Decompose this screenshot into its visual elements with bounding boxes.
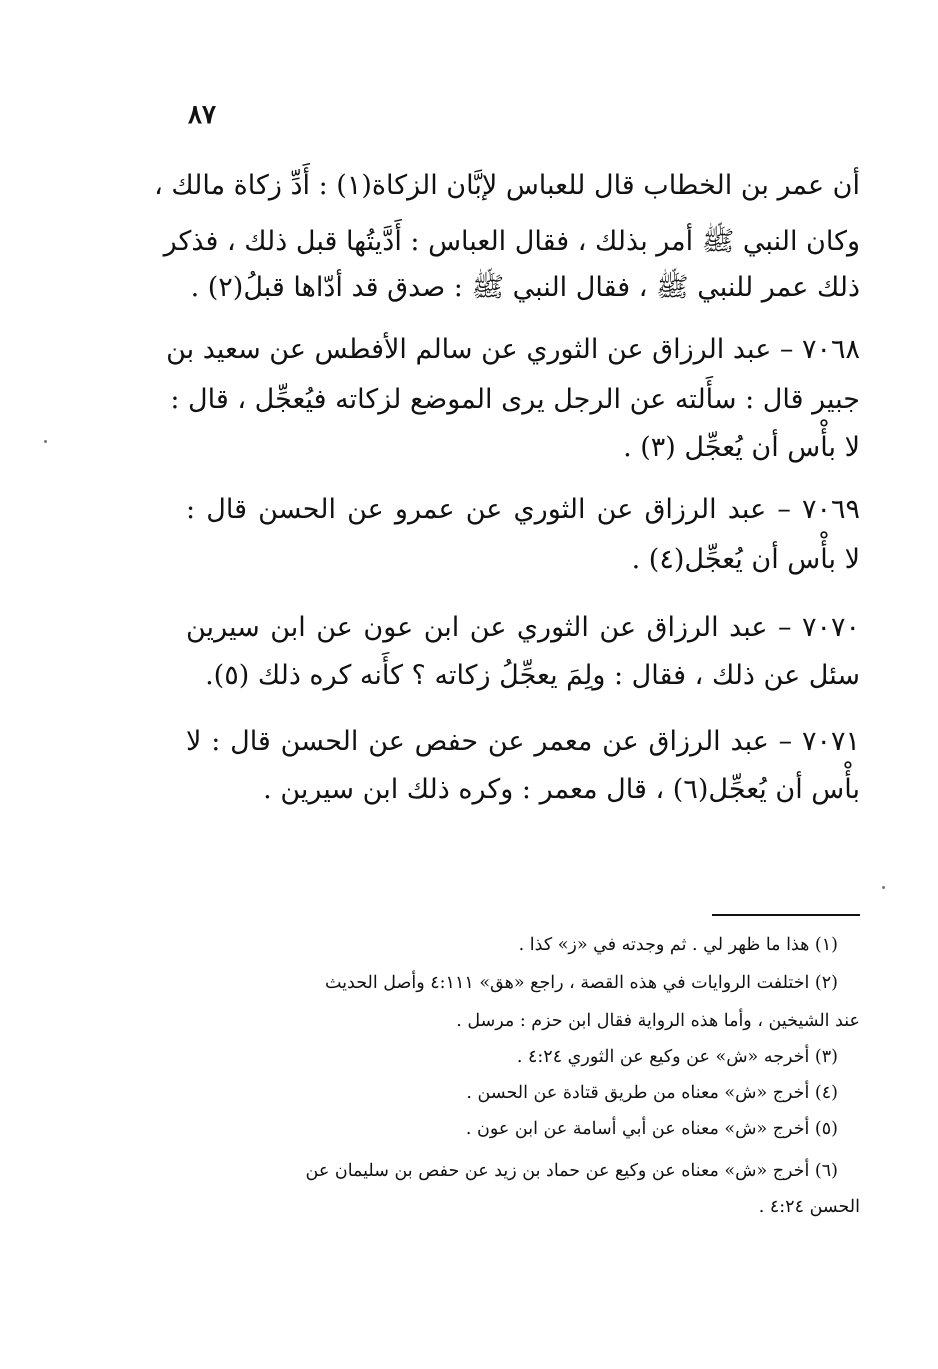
body-line: بأْس أن يُعجِّل(٦) ، قال معمر : وكره ذلك ابن سيرين .: [263, 774, 860, 805]
scan-speck: [44, 440, 47, 443]
footnote-4: (٤) أخرج «ش» معناه من طريق قتادة عن الحسن .: [466, 1083, 838, 1103]
body-line: ٧٠٦٨ – عبد الرزاق عن الثوري عن سالم الأفطس عن سعيد بن: [166, 334, 860, 365]
body-line: أن عمر بن الخطاب قال للعباس لإبَّان الزكاة(١) : أَدِّ زكاة مالك ،: [154, 170, 860, 201]
footnote-6: (٦) أخرج «ش» معناه عن وكيع عن حماد بن زيد عن حفص بن سليمان عن: [305, 1161, 838, 1181]
body-line: سئل عن ذلك ، فقال : ولِمَ يعجِّلُ زكاته ؟ كأَنه كره ذلك (٥).: [205, 660, 860, 691]
body-line: ذلك عمر للنبي ﷺ ، فقال النبي ﷺ : صدق قد أدّاها قبلُ(٢) .: [190, 272, 860, 303]
body-line: لا بأْس أن يُعجِّل(٤) .: [631, 544, 860, 575]
body-line: ٧٠٧٠ – عبد الرزاق عن الثوري عن ابن عون عن ابن سيرين: [186, 612, 860, 643]
body-line: جبير قال : سأَلته عن الرجل يرى الموضع لزكاته فيُعجِّل ، قال :: [170, 384, 860, 415]
footnote-separator: [712, 914, 860, 916]
body-line: لا بأْس أن يُعجِّل (٣) .: [623, 432, 860, 463]
footnote-3: (٣) أخرجه «ش» عن وكيع عن الثوري ٤:٢٤ .: [516, 1047, 838, 1067]
footnote-2-cont: عند الشيخين ، وأما هذه الرواية فقال ابن حزم : مرسل .: [456, 1011, 860, 1031]
footnote-1: (١) هذا ما ظهر لي . ثم وجدته في «ز» كذا .: [518, 935, 838, 955]
page-number: ٨٧: [188, 100, 216, 130]
footnote-5: (٥) أخرج «ش» معناه عن أبي أسامة عن ابن عون .: [465, 1119, 838, 1139]
footnote-6-cont: الحسن ٤:٢٤ .: [758, 1197, 860, 1217]
footnote-2: (٢) اختلفت الروايات في هذه القصة ، راجع «هق» ٤:١١١ وأصل الحديث: [324, 973, 838, 993]
body-line: ٧٠٦٩ – عبد الرزاق عن الثوري عن عمرو عن الحسن قال :: [186, 494, 860, 525]
body-line: ٧٠٧١ – عبد الرزاق عن معمر عن حفص عن الحسن قال : لا: [186, 726, 860, 757]
scan-speck: [882, 886, 885, 889]
body-line: وكان النبي ﷺ أمر بذلك ، فقال العباس : أَدَّيتُها قبل ذلك ، فذكر: [163, 226, 860, 257]
